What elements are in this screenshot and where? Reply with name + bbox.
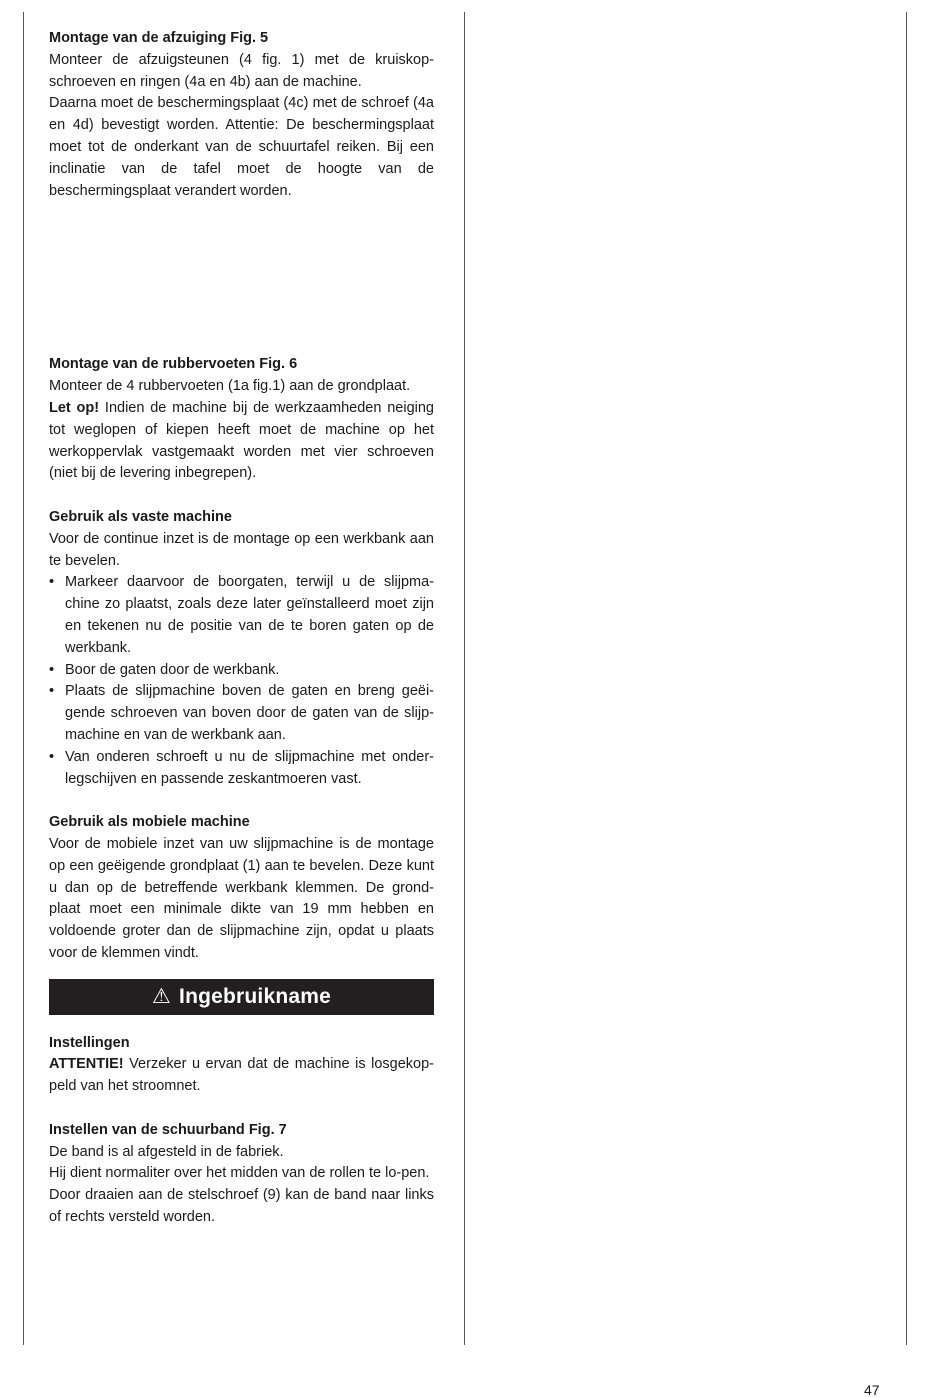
paragraph-mobiele-machine: Voor de mobiele inzet van uw slijpmachine is de montage op een geëigende grondplaat (1) aan te bevelen. Deze kunt u dan op de betreffende werkbank klemmen. De grond-plaat moet een minimale dikte van 19 mm hebben en voldoende groter dan de slijpmachine zijn, opdat u plaats voor de klemmen vindt. — [49, 835, 434, 961]
list-item: • Plaats de slijpmachine boven de gaten en breng geëi-gende schroeven van boven door de gaten van de slijp-machine en van de werkbank aan. — [49, 683, 434, 743]
steps-list — [49, 572, 434, 790]
right-margin-rule — [906, 12, 907, 1345]
left-margin-rule — [23, 12, 24, 1345]
heading-afzuiging: Montage van de afzuiging Fig. 5 — [49, 30, 269, 46]
warning-text-attentie: Verzeker u ervan dat de machine is losgekop-peld van het stroomnet. — [49, 1056, 434, 1095]
paragraph-afzuiging-2: Daarna moet de beschermingsplaat (4c) met de schroef (4a en 4d) bevestigt worden. Attentie: De beschermingsplaat moet tot de onderkant van de schuurtafel reiken. Bij een inclinatie van de tafel moet de hoogte van de beschermingsplaat verandert worden. — [49, 95, 434, 199]
paragraph-vaste-machine-intro: Voor de continue inzet is de montage op een werkbank aan te bevelen. — [49, 530, 434, 569]
warning-label-attentie: ATTENTIE! — [49, 1056, 124, 1073]
heading-mobiele-machine: Gebruik als mobiele machine — [49, 814, 250, 831]
figure-space — [49, 202, 434, 354]
paragraph-rubbervoeten-1: Monteer de 4 rubbervoeten (1a fig.1) aan de grondplaat. — [49, 378, 411, 395]
paragraph-schuurband-1: De band is al afgesteld in de fabriek. — [49, 1143, 284, 1160]
warning-triangle-icon: ⚠ — [152, 984, 172, 1008]
heading-instellingen: Instellingen — [49, 1034, 130, 1051]
warning-text-let-op: Indien de machine bij de werkzaamheden neiging tot weglopen of kiepen heeft moet de machine op het werkoppervlak vastgemaakt worden met vier schroeven (niet bij de levering inbegrepen). — [49, 399, 434, 482]
paragraph-rubbervoeten-warning — [49, 398, 434, 485]
list-item: • Van onderen schroeft u nu de slijpmachine met onder-legschijven en passende zeskantmoeren vast. — [49, 748, 434, 787]
list-item: • Boor de gaten door de werkbank. — [49, 660, 434, 682]
center-column-rule — [464, 12, 465, 1345]
left-text-column — [49, 28, 434, 1229]
heading-vaste-machine: Gebruik als vaste machine — [49, 508, 232, 525]
section-banner-ingebruikname — [49, 979, 434, 1015]
paragraph-schuurband-3: Door draaien aan de stelschroef (9) kan de band naar links of rechts versteld worden. — [49, 1187, 434, 1226]
bullet-icon: • — [49, 748, 55, 765]
paragraph-schuurband-2: Hij dient normaliter over het midden van de rollen te lo-pen. — [49, 1165, 430, 1182]
warning-label-let-op: Let op! — [49, 399, 100, 416]
heading-rubbervoeten: Montage van de rubbervoeten Fig. 6 — [49, 356, 298, 373]
banner-title: Ingebruikname — [179, 984, 331, 1008]
list-item: • Markeer daarvoor de boorgaten, terwijl u de slijpma-chine zo plaatst, zoals deze later geïnstalleerd moet zijn en tekenen nu de positie van de te boren gaten op de werkbank. — [49, 574, 434, 656]
paragraph-afzuiging-1: Monteer de afzuigsteunen (4 fig. 1) met de kruiskop-schroeven en ringen (4a en 4b) aan de machine. — [49, 51, 434, 90]
bullet-icon: • — [49, 683, 55, 700]
bullet-icon: • — [49, 661, 55, 678]
heading-schuurband: Instellen van de schuurband Fig. 7 — [49, 1121, 287, 1138]
bullet-icon: • — [49, 574, 55, 591]
page-number: 47 — [864, 1382, 880, 1398]
paragraph-instellingen-warning — [49, 1054, 434, 1098]
